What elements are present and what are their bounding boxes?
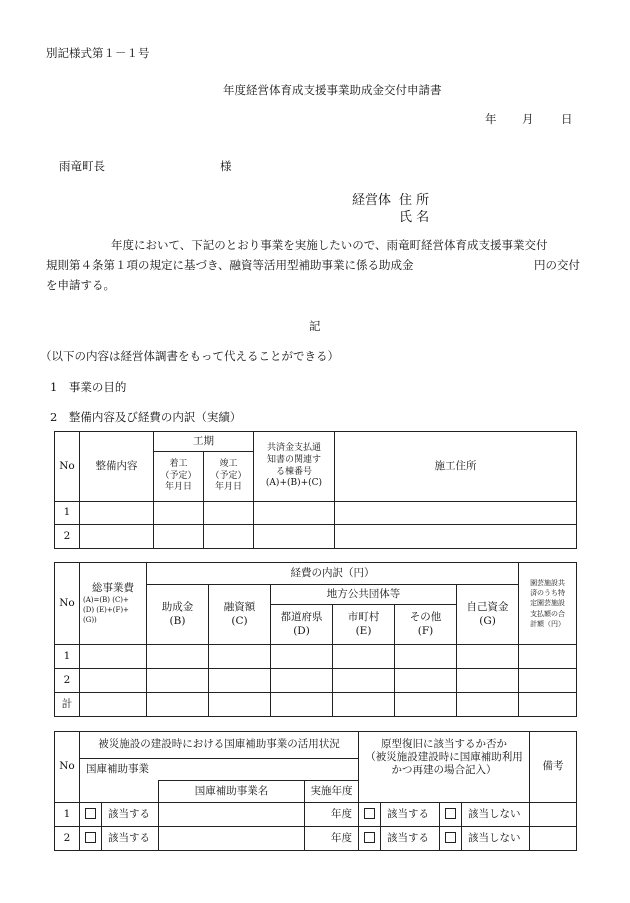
restore-applies-checkbox[interactable] [359, 803, 381, 827]
col-loan: 融資額 (C) [209, 585, 271, 645]
table-row: 2 [55, 669, 577, 693]
col-total: 総事業費 (A)=(B) (C)+ (D) (E)+(F)+ (G)) [80, 563, 147, 645]
applicant-name: 氏 名 [399, 210, 430, 225]
checkbox-icon [85, 832, 96, 843]
table-row: 1 [55, 645, 577, 669]
checkbox-icon [445, 832, 456, 843]
ki-label: 記 [309, 319, 321, 333]
table-row: 2 該当する 年度 該当する 該当しない [55, 827, 577, 851]
col-end: 竣工 （予定） 年月日 [204, 452, 254, 502]
body-line-2a: 規則第４条第１項の規定に基づき、融資等活用型補助事業に係る助成金 [46, 258, 414, 272]
cost-table [54, 562, 577, 717]
checkbox-icon [445, 808, 456, 819]
col-status: 被災施設の建設時における国庫補助事業の活用状況 [80, 732, 359, 759]
col-program-name: 国庫補助事業名 [159, 781, 305, 803]
addressee-suffix: 様 [220, 159, 232, 173]
checkbox-icon [85, 808, 96, 819]
table-row: 1 該当する 年度 該当する 該当しない [55, 803, 577, 827]
date-year: 年 [485, 112, 497, 126]
col-program: 国庫補助事業 [80, 759, 359, 781]
table-row-total: 計 [55, 693, 577, 717]
col-no: No [55, 432, 80, 502]
col-no: No [55, 732, 80, 803]
date-day: 日 [561, 112, 573, 126]
restore-applies-checkbox[interactable] [359, 827, 381, 851]
col-own: 自己資金 (G) [457, 585, 519, 645]
col-remarks: 備考 [530, 732, 577, 803]
form-id: 別記様式第１－１号 [46, 46, 150, 60]
col-period: 工期 [154, 432, 254, 452]
col-content: 整備内容 [80, 432, 154, 502]
col-horti: 園芸施設共 済のうち特 定園芸施設 支払額の合 計額（円） [519, 563, 577, 645]
checkbox-icon [364, 808, 375, 819]
table-row: 1 [55, 502, 577, 525]
body-line-2b: 円の交付 [534, 258, 580, 272]
section-1: 1 事業の目的 [50, 380, 127, 394]
document-title: 年度経営体育成支援事業助成金交付申請書 [223, 83, 442, 97]
col-notice: 共済金支払通 知書の関連す る棟番号 (A)+(B)+(C) [254, 432, 335, 502]
col-start: 着工 （予定） 年月日 [154, 452, 204, 502]
col-city: 市町村 (E) [333, 605, 395, 645]
body-line-1: 年度において、下記のとおり事業を実施したいので、雨竜町経営体育成支援事業交付 [111, 238, 548, 252]
checkbox-icon [364, 832, 375, 843]
restore-not-applies-checkbox[interactable] [440, 827, 462, 851]
restore-not-applies-checkbox[interactable] [440, 803, 462, 827]
work-table [54, 431, 577, 549]
col-pref: 都道府県 (D) [271, 605, 333, 645]
date-month: 月 [522, 112, 534, 126]
applies-checkbox[interactable] [80, 803, 102, 827]
col-restore: 原型復旧に該当するか否か （被災施設建設時に国庫補助利用 かつ再建の場合記入） [359, 732, 530, 803]
table-row: 2 [55, 525, 577, 549]
col-subsidy: 助成金 (B) [147, 585, 209, 645]
applicant-label: 経営体 [352, 193, 392, 208]
col-breakdown: 経費の内訳（円） [147, 563, 519, 585]
subsidy-history-table [54, 731, 577, 851]
col-local: 地方公共団体等 [271, 585, 457, 605]
col-other: その他 (F) [395, 605, 457, 645]
applies-checkbox[interactable] [80, 827, 102, 851]
note: （以下の内容は経営体調書をもって代えることができる） [40, 349, 339, 363]
addressee-name: 雨竜町長 [59, 159, 105, 173]
body-line-3: を申請する。 [46, 278, 115, 292]
section-2: 2 整備内容及び経費の内訳（実績） [50, 410, 242, 424]
col-impl-year: 実施年度 [305, 781, 359, 803]
col-address: 施工住所 [335, 432, 577, 502]
applicant-address: 住 所 [399, 193, 430, 208]
col-no: No [55, 563, 80, 645]
